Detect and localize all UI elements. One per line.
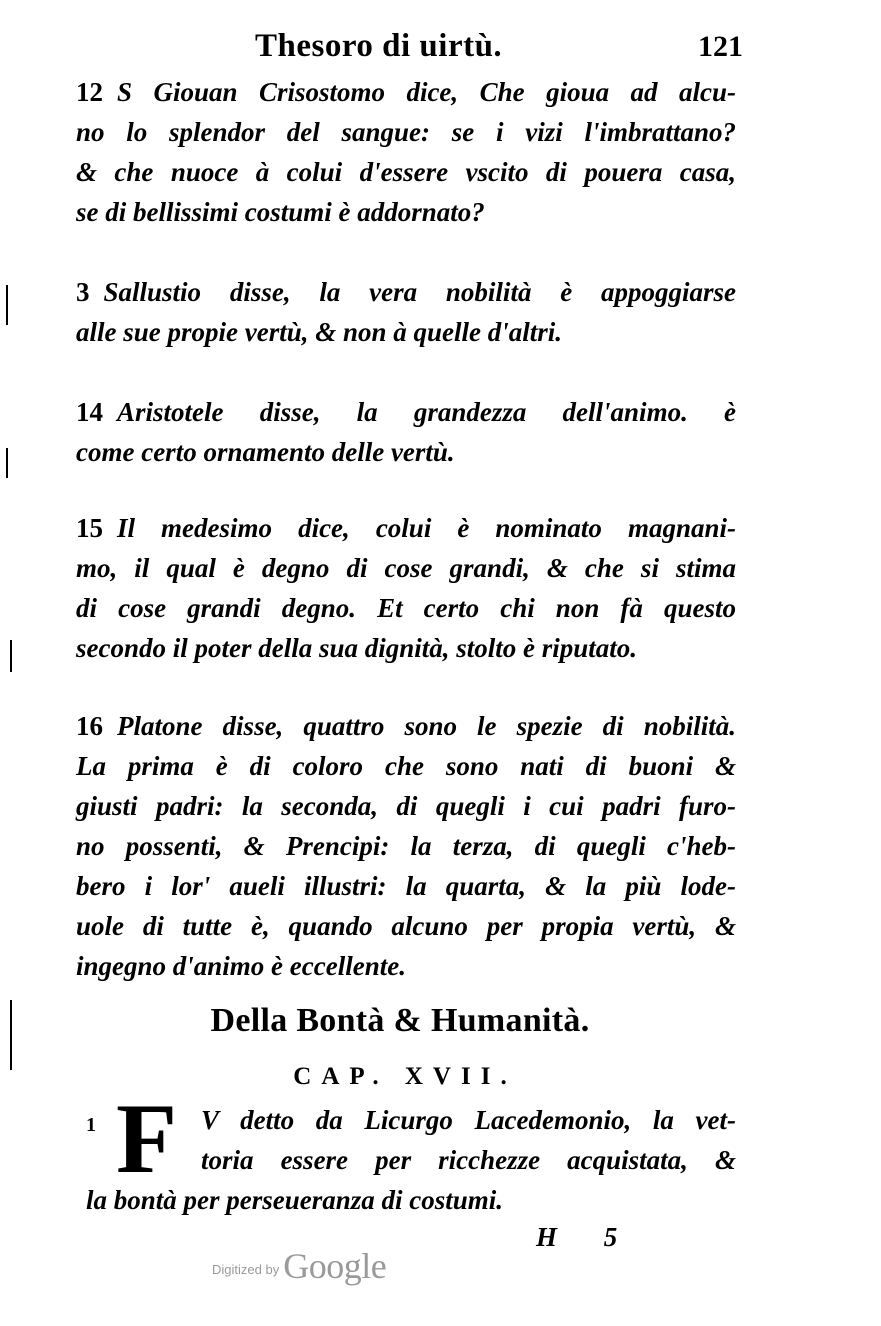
chapter-heading: CAP. XVII. xyxy=(293,1063,517,1090)
paragraph-15 xyxy=(76,508,736,668)
google-logo: Google xyxy=(283,1246,387,1286)
paragraph-line: uole di tutte è, quando alcuno per propia vertù, & xyxy=(76,911,736,941)
paragraph-number: 15 xyxy=(76,513,103,543)
section-title: Della Bontà & Humanità. xyxy=(210,1002,590,1039)
paragraph-number: 16 xyxy=(76,711,103,741)
running-head: Thesoro di uirtù. xyxy=(255,28,503,64)
paragraph-line: la bontà per perseueranza di costumi. xyxy=(86,1185,504,1215)
paragraph-14 xyxy=(76,392,736,472)
scan-artifact xyxy=(6,448,8,478)
paragraph-16 xyxy=(76,706,736,986)
paragraph-line: alle sue propie vertù, & non à quelle d'altri. xyxy=(76,317,563,347)
paragraph-line: no lo splendor del sangue: se i vizi l'imbrattano? xyxy=(76,117,736,147)
paragraph-line: giusti padri: la seconda, di quegli i cui padri furo- xyxy=(76,791,736,821)
paragraph-line: S Giouan Crisostomo dice, Che gioua ad alcu- xyxy=(117,77,736,107)
watermark-prefix: Digitized by xyxy=(212,1262,280,1277)
digitized-watermark xyxy=(212,1245,386,1287)
paragraph-line: no possenti, & Prencipi: la terza, di quegli c'heb- xyxy=(76,831,736,861)
drop-cap-initial: F xyxy=(116,1083,178,1194)
paragraph-line: La prima è di coloro che sono nati di buoni & xyxy=(76,751,736,781)
paragraph-line: secondo il poter della sua dignità, stolto è riputato. xyxy=(76,633,638,663)
paragraph-number: 1 xyxy=(86,1114,96,1136)
paragraph-line: di cose grandi degno. Et certo chi non fà questo xyxy=(76,593,736,623)
paragraph-line: V detto da Licurgo Lacedemonio, la vet- xyxy=(201,1105,736,1135)
page-number: 121 xyxy=(698,30,743,63)
paragraph-line: bero i lor' aueli illustri: la quarta, & la più lode- xyxy=(76,871,736,901)
paragraph-line: come certo ornamento delle vertù. xyxy=(76,437,455,467)
paragraph-number: 14 xyxy=(76,397,103,427)
paragraph-line: Platone disse, quattro sono le spezie di nobilità. xyxy=(117,711,736,741)
paragraph-line: se di bellissimi costumi è addornato? xyxy=(76,197,485,227)
paragraph-line: mo, il qual è degno di cose grandi, & che si stima xyxy=(76,553,736,583)
scan-artifact xyxy=(10,640,12,672)
scan-artifact xyxy=(6,285,8,325)
paragraph-line: ingegno d'animo è eccellente. xyxy=(76,951,406,981)
paragraph-line: toria essere per ricchezze acquistata, & xyxy=(201,1145,736,1175)
paragraph-number: 3 xyxy=(76,277,90,307)
scan-artifact xyxy=(10,1000,12,1070)
paragraph-number: 12 xyxy=(76,77,103,107)
paragraph-13 xyxy=(76,272,736,352)
signature-mark: H 5 xyxy=(536,1222,618,1252)
paragraph-12 xyxy=(76,72,736,232)
paragraph-line: Sallustio disse, la vera nobilità è appoggiarse xyxy=(103,277,736,307)
paragraph-line: Il medesimo dice, colui è nominato magnani- xyxy=(117,513,736,543)
paragraph-line: & che nuoce à colui d'essere vscito di pouera casa, xyxy=(76,157,736,187)
paragraph-line: Aristotele disse, la grandezza dell'animo. è xyxy=(117,397,736,427)
